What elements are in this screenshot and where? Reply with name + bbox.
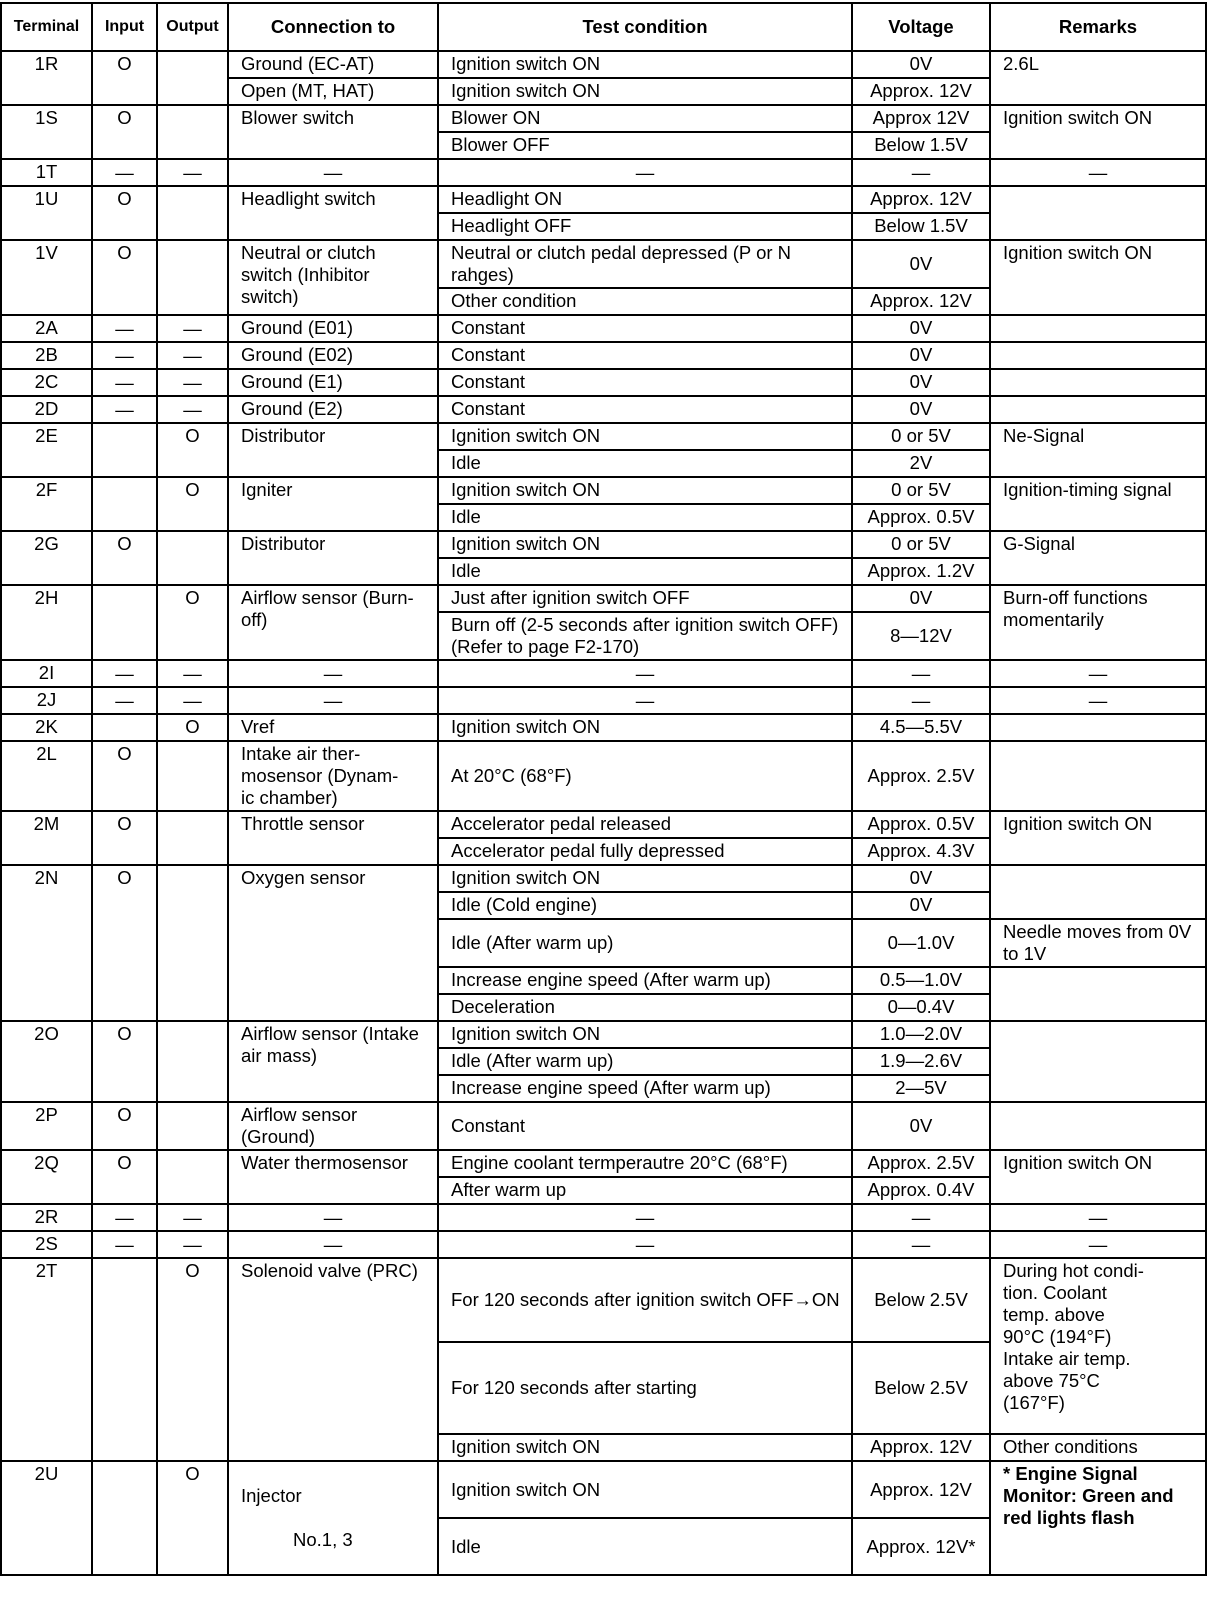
condition-cell: — xyxy=(438,660,852,687)
connection-cell: Distributor xyxy=(228,423,438,477)
connection-cell: — xyxy=(228,159,438,186)
output-mark: — xyxy=(157,396,228,423)
table-row xyxy=(1,1150,1206,1177)
condition-cell: Headlight ON xyxy=(438,186,852,213)
condition-cell: Burn off (2-5 seconds after ignition switch OFF) (Refer to page F2-170) xyxy=(438,612,852,660)
voltage-cell: Approx. 1.2V xyxy=(852,558,990,585)
input-mark: O xyxy=(92,531,157,585)
input-mark: — xyxy=(92,1204,157,1231)
voltage-cell: Approx. 12V xyxy=(852,1434,990,1461)
terminal-cell: 2T xyxy=(1,1258,92,1461)
condition-cell: Engine coolant termperautre 20°C (68°F) xyxy=(438,1150,852,1177)
voltage-cell: 0.5—1.0V xyxy=(852,967,990,994)
terminal-cell: 2L xyxy=(1,741,92,811)
output-mark xyxy=(157,240,228,315)
terminal-voltage-table xyxy=(0,2,1207,1576)
connection-cell: — xyxy=(228,687,438,714)
voltage-cell: Approx. 12V xyxy=(852,288,990,315)
output-mark xyxy=(157,186,228,240)
terminal-cell: 2D xyxy=(1,396,92,423)
table-row xyxy=(1,660,1206,687)
voltage-cell: 0V xyxy=(852,865,990,892)
input-mark: O xyxy=(92,1150,157,1204)
remarks-cell xyxy=(990,741,1206,811)
condition-cell: Ignition switch ON xyxy=(438,1461,852,1518)
input-mark xyxy=(92,423,157,477)
remarks-cell: Ignition-timing signal xyxy=(990,477,1206,531)
input-mark xyxy=(92,1461,157,1575)
condition-cell: For 120 seconds after starting xyxy=(438,1342,852,1434)
remarks-cell: — xyxy=(990,159,1206,186)
terminal-cell: 2G xyxy=(1,531,92,585)
terminal-cell: 2U xyxy=(1,1461,92,1575)
voltage-cell: 0V xyxy=(852,585,990,612)
connection-cell: Blower switch xyxy=(228,105,438,159)
condition-cell: Constant xyxy=(438,369,852,396)
voltage-cell: Below 2.5V xyxy=(852,1342,990,1434)
remarks-cell xyxy=(990,1102,1206,1150)
remarks-cell xyxy=(990,865,1206,919)
connection-cell: Airflow sensor (Burn-off) xyxy=(228,585,438,660)
terminal-cell: 2A xyxy=(1,315,92,342)
terminal-cell: 2Q xyxy=(1,1150,92,1204)
condition-cell: — xyxy=(438,687,852,714)
header-input: Input xyxy=(92,3,157,51)
output-mark: O xyxy=(157,714,228,741)
remarks-cell xyxy=(990,967,1206,1021)
remarks-cell: Other conditions xyxy=(990,1434,1206,1461)
output-mark xyxy=(157,1102,228,1150)
connection-cell: — xyxy=(228,1231,438,1258)
remarks-cell: Ne-Signal xyxy=(990,423,1206,477)
terminal-cell: 2E xyxy=(1,423,92,477)
voltage-cell: Approx. 0.5V xyxy=(852,504,990,531)
output-mark xyxy=(157,811,228,865)
remarks-cell: Ignition switch ON xyxy=(990,105,1206,159)
voltage-cell: Approx. 4.3V xyxy=(852,838,990,865)
condition-cell: Blower OFF xyxy=(438,132,852,159)
condition-cell: After warm up xyxy=(438,1177,852,1204)
connection-cell: Ground (E01) xyxy=(228,315,438,342)
condition-cell: Deceleration xyxy=(438,994,852,1021)
voltage-cell: Approx. 2.5V xyxy=(852,1150,990,1177)
voltage-cell: 0 or 5V xyxy=(852,531,990,558)
input-mark xyxy=(92,477,157,531)
input-mark: O xyxy=(92,741,157,811)
output-mark xyxy=(157,1150,228,1204)
voltage-cell: 0—0.4V xyxy=(852,994,990,1021)
input-mark: — xyxy=(92,159,157,186)
condition-cell: Constant xyxy=(438,1102,852,1150)
voltage-cell: Approx. 2.5V xyxy=(852,741,990,811)
condition-cell: Accelerator pedal fully depressed xyxy=(438,838,852,865)
output-mark xyxy=(157,1021,228,1102)
output-mark: O xyxy=(157,585,228,660)
table-row xyxy=(1,369,1206,396)
voltage-cell: — xyxy=(852,687,990,714)
voltage-cell: — xyxy=(852,1204,990,1231)
table-row xyxy=(1,687,1206,714)
condition-cell: Idle xyxy=(438,1518,852,1575)
table-row xyxy=(1,1461,1206,1518)
table-row xyxy=(1,186,1206,213)
table-row xyxy=(1,423,1206,450)
connection-cell: Ground (E1) xyxy=(228,369,438,396)
remarks-cell: — xyxy=(990,1231,1206,1258)
table-row xyxy=(1,741,1206,811)
header-output: Output xyxy=(157,3,228,51)
terminal-cell: 2B xyxy=(1,342,92,369)
table-row xyxy=(1,342,1206,369)
remarks-cell: — xyxy=(990,687,1206,714)
terminal-cell: 1R xyxy=(1,51,92,105)
remarks-cell xyxy=(990,369,1206,396)
connection-cell: Intake air ther- mosensor (Dynam- ic chamber) xyxy=(228,741,438,811)
connection-cell: Oxygen sensor xyxy=(228,865,438,1021)
remarks-cell: * Engine Signal Monitor: Green and red lights flash xyxy=(990,1461,1206,1575)
remarks-cell: Burn-off functions momentarily xyxy=(990,585,1206,660)
condition-cell: Ignition switch ON xyxy=(438,423,852,450)
output-mark xyxy=(157,105,228,159)
connection-cell: — xyxy=(228,1204,438,1231)
voltage-cell: — xyxy=(852,1231,990,1258)
input-mark: O xyxy=(92,811,157,865)
voltage-cell: 4.5—5.5V xyxy=(852,714,990,741)
connection-cell: Igniter xyxy=(228,477,438,531)
connection-cell: — xyxy=(228,660,438,687)
input-mark: O xyxy=(92,186,157,240)
header-test-condition: Test condition xyxy=(438,3,852,51)
input-mark xyxy=(92,714,157,741)
table-row xyxy=(1,1231,1206,1258)
header-voltage: Voltage xyxy=(852,3,990,51)
connection-cell: Open (MT, HAT) xyxy=(228,78,438,105)
voltage-cell: 0V xyxy=(852,342,990,369)
output-mark: — xyxy=(157,159,228,186)
table-row xyxy=(1,811,1206,838)
condition-cell: Ignition switch ON xyxy=(438,714,852,741)
condition-cell: Other condition xyxy=(438,288,852,315)
condition-cell: For 120 seconds after ignition switch OFF→ON xyxy=(438,1258,852,1342)
condition-cell: Idle xyxy=(438,504,852,531)
terminal-cell: 1S xyxy=(1,105,92,159)
voltage-cell: 0 or 5V xyxy=(852,477,990,504)
condition-cell: Headlight OFF xyxy=(438,213,852,240)
input-mark: O xyxy=(92,105,157,159)
condition-cell: Idle xyxy=(438,450,852,477)
connection-cell: Airflow sensor (Intake air mass) xyxy=(228,1021,438,1102)
output-mark xyxy=(157,741,228,811)
voltage-cell: 0V xyxy=(852,1102,990,1150)
voltage-cell: Below 1.5V xyxy=(852,132,990,159)
table-row xyxy=(1,714,1206,741)
output-mark: — xyxy=(157,342,228,369)
voltage-cell: 0V xyxy=(852,369,990,396)
table-row xyxy=(1,865,1206,892)
header-terminal: Terminal xyxy=(1,3,92,51)
table-row xyxy=(1,159,1206,186)
condition-cell: Ignition switch ON xyxy=(438,865,852,892)
condition-cell: Idle xyxy=(438,558,852,585)
remarks-cell: Ignition switch ON xyxy=(990,811,1206,865)
condition-cell: Ignition switch ON xyxy=(438,51,852,78)
connection-cell: Airflow sensor (Ground) xyxy=(228,1102,438,1150)
input-mark: O xyxy=(92,865,157,1021)
remarks-cell xyxy=(990,315,1206,342)
terminal-cell: 1V xyxy=(1,240,92,315)
condition-cell: Increase engine speed (After warm up) xyxy=(438,967,852,994)
connection-cell: Ground (E2) xyxy=(228,396,438,423)
condition-cell: Constant xyxy=(438,315,852,342)
table-row xyxy=(1,240,1206,288)
condition-cell: — xyxy=(438,159,852,186)
table-row xyxy=(1,396,1206,423)
voltage-cell: — xyxy=(852,660,990,687)
voltage-cell: 1.0—2.0V xyxy=(852,1021,990,1048)
condition-cell: — xyxy=(438,1204,852,1231)
condition-cell: Ignition switch ON xyxy=(438,78,852,105)
terminal-cell: 2S xyxy=(1,1231,92,1258)
input-mark: O xyxy=(92,1102,157,1150)
input-mark: — xyxy=(92,369,157,396)
terminal-cell: 2H xyxy=(1,585,92,660)
connection-line-2: No.1, 3 xyxy=(293,1529,353,1550)
input-mark: O xyxy=(92,240,157,315)
table-row xyxy=(1,585,1206,612)
condition-cell: Idle (After warm up) xyxy=(438,1048,852,1075)
connection-cell: Solenoid valve (PRC) xyxy=(228,1258,438,1461)
input-mark: O xyxy=(92,1021,157,1102)
table-row xyxy=(1,105,1206,132)
connection-cell: Headlight switch xyxy=(228,186,438,240)
voltage-cell: 0V xyxy=(852,396,990,423)
terminal-cell: 2P xyxy=(1,1102,92,1150)
header-remarks: Remarks xyxy=(990,3,1206,51)
connection-cell xyxy=(228,1461,438,1575)
voltage-cell: — xyxy=(852,159,990,186)
connection-cell: Vref xyxy=(228,714,438,741)
voltage-cell: Approx. 0.5V xyxy=(852,811,990,838)
input-mark xyxy=(92,585,157,660)
condition-cell: Idle (After warm up) xyxy=(438,919,852,967)
remarks-cell: — xyxy=(990,1204,1206,1231)
table-row xyxy=(1,315,1206,342)
output-mark xyxy=(157,531,228,585)
condition-cell: Neutral or clutch pedal depressed (P or N rahges) xyxy=(438,240,852,288)
condition-cell: At 20°C (68°F) xyxy=(438,741,852,811)
terminal-cell: 2J xyxy=(1,687,92,714)
remarks-cell xyxy=(990,186,1206,240)
header-row xyxy=(1,3,1206,51)
remarks-cell: During hot condi- tion. Coolant temp. above 90°C (194°F) Intake air temp. above 75°C (167°F) xyxy=(990,1258,1206,1434)
input-mark: — xyxy=(92,396,157,423)
connection-cell: Throttle sensor xyxy=(228,811,438,865)
header-connection: Connection to xyxy=(228,3,438,51)
remarks-cell xyxy=(990,342,1206,369)
table-row xyxy=(1,477,1206,504)
input-mark: — xyxy=(92,660,157,687)
output-mark: — xyxy=(157,1231,228,1258)
condition-cell: Ignition switch ON xyxy=(438,477,852,504)
remarks-cell: Ignition switch ON xyxy=(990,240,1206,315)
input-mark: — xyxy=(92,315,157,342)
terminal-cell: 2C xyxy=(1,369,92,396)
table-row xyxy=(1,1021,1206,1048)
input-mark xyxy=(92,1258,157,1461)
condition-cell: Accelerator pedal released xyxy=(438,811,852,838)
voltage-cell: 0V xyxy=(852,51,990,78)
output-mark xyxy=(157,51,228,105)
remarks-cell xyxy=(990,1021,1206,1102)
output-mark: O xyxy=(157,1461,228,1575)
terminal-cell: 1U xyxy=(1,186,92,240)
voltage-cell: 0V xyxy=(852,315,990,342)
condition-cell: Ignition switch ON xyxy=(438,1434,852,1461)
condition-cell: Blower ON xyxy=(438,105,852,132)
voltage-cell: Approx. 0.4V xyxy=(852,1177,990,1204)
voltage-cell: 1.9—2.6V xyxy=(852,1048,990,1075)
terminal-cell: 2K xyxy=(1,714,92,741)
terminal-cell: 2N xyxy=(1,865,92,1021)
input-mark: — xyxy=(92,687,157,714)
output-mark xyxy=(157,865,228,1021)
table-row xyxy=(1,531,1206,558)
connection-cell: Neutral or clutch switch (Inhibitor switch) xyxy=(228,240,438,315)
connection-line-1: Injector xyxy=(241,1485,302,1506)
terminal-cell: 2F xyxy=(1,477,92,531)
voltage-cell: Approx 12V xyxy=(852,105,990,132)
output-mark: — xyxy=(157,1204,228,1231)
table-row xyxy=(1,1204,1206,1231)
voltage-cell: 0 or 5V xyxy=(852,423,990,450)
connection-cell: Ground (EC-AT) xyxy=(228,51,438,78)
connection-cell: Distributor xyxy=(228,531,438,585)
output-mark: — xyxy=(157,369,228,396)
output-mark: — xyxy=(157,660,228,687)
voltage-cell: 2—5V xyxy=(852,1075,990,1102)
voltage-cell: 8—12V xyxy=(852,612,990,660)
voltage-cell: Below 2.5V xyxy=(852,1258,990,1342)
voltage-cell: 2V xyxy=(852,450,990,477)
condition-cell: — xyxy=(438,1231,852,1258)
remarks-cell: G-Signal xyxy=(990,531,1206,585)
voltage-cell: Approx. 12V xyxy=(852,1461,990,1518)
table-row xyxy=(1,51,1206,78)
voltage-cell: 0V xyxy=(852,240,990,288)
condition-cell: Constant xyxy=(438,342,852,369)
table-row xyxy=(1,1258,1206,1342)
condition-cell: Constant xyxy=(438,396,852,423)
condition-cell: Ignition switch ON xyxy=(438,1021,852,1048)
output-mark: O xyxy=(157,477,228,531)
voltage-cell: Approx. 12V* xyxy=(852,1518,990,1575)
table-row xyxy=(1,1102,1206,1150)
terminal-cell: 2M xyxy=(1,811,92,865)
condition-cell: Just after ignition switch OFF xyxy=(438,585,852,612)
output-mark: O xyxy=(157,1258,228,1461)
voltage-cell: Approx. 12V xyxy=(852,186,990,213)
terminal-cell: 2I xyxy=(1,660,92,687)
condition-cell: Idle (Cold engine) xyxy=(438,892,852,919)
input-mark: — xyxy=(92,1231,157,1258)
voltage-cell: 0V xyxy=(852,892,990,919)
connection-cell: Ground (E02) xyxy=(228,342,438,369)
input-mark: O xyxy=(92,51,157,105)
remarks-cell: 2.6L xyxy=(990,51,1206,105)
output-mark: — xyxy=(157,687,228,714)
terminal-cell: 2O xyxy=(1,1021,92,1102)
condition-cell: Increase engine speed (After warm up) xyxy=(438,1075,852,1102)
terminal-cell: 1T xyxy=(1,159,92,186)
input-mark: — xyxy=(92,342,157,369)
remarks-cell: Ignition switch ON xyxy=(990,1150,1206,1204)
voltage-cell: 0—1.0V xyxy=(852,919,990,967)
remarks-cell xyxy=(990,714,1206,741)
voltage-cell: Below 1.5V xyxy=(852,213,990,240)
remarks-cell: Needle moves from 0V to 1V xyxy=(990,919,1206,967)
terminal-cell: 2R xyxy=(1,1204,92,1231)
remarks-cell: — xyxy=(990,660,1206,687)
remarks-cell xyxy=(990,396,1206,423)
voltage-cell: Approx. 12V xyxy=(852,78,990,105)
output-mark: O xyxy=(157,423,228,477)
connection-cell: Water thermosensor xyxy=(228,1150,438,1204)
output-mark: — xyxy=(157,315,228,342)
condition-cell: Ignition switch ON xyxy=(438,531,852,558)
